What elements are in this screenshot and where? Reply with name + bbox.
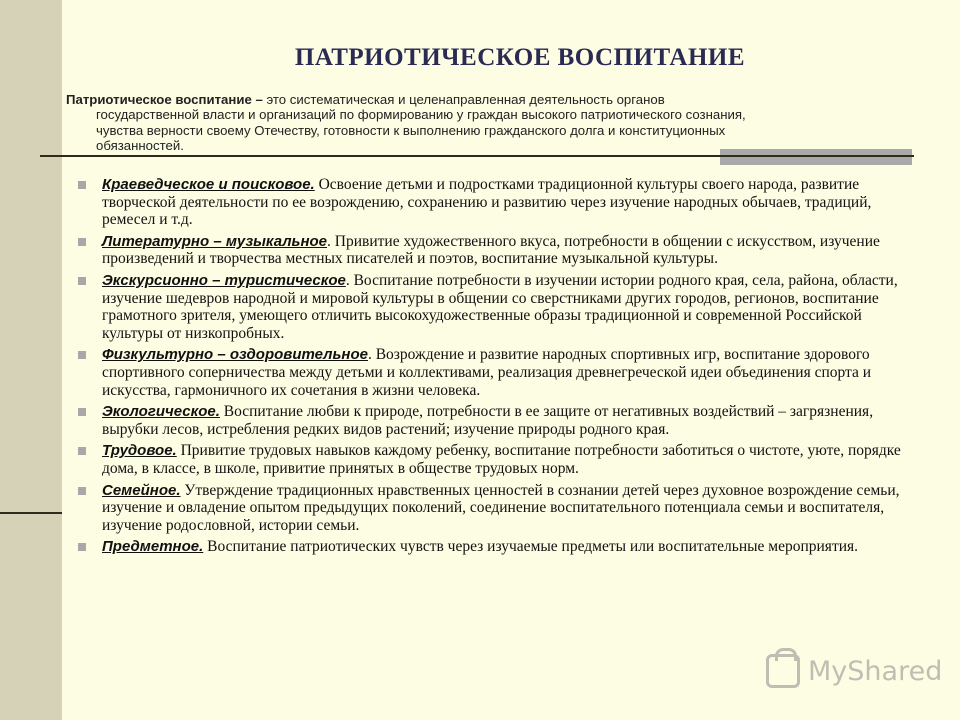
item-text: . Возрождение и развитие народных спортивных игр, воспитание здорового спортивного соперничества между детьми и коллективами, реализация древнегреческой идеи объединения спорта и искусства, гармоничного их сочетания в жизни человека. — [102, 346, 872, 399]
item-text: Воспитание патриотических чувств через изучаемые предметы или воспитательные мероприятия. — [203, 538, 859, 556]
item-heading: Экологическое. — [102, 403, 220, 421]
item-heading: Семейное. — [102, 481, 181, 499]
bullet-icon — [78, 277, 86, 285]
definition-block — [66, 92, 896, 154]
bag-icon — [766, 654, 800, 688]
bullet-icon — [78, 487, 86, 495]
bullet-icon — [78, 181, 86, 189]
page-title: ПАТРИОТИЧЕСКОЕ ВОСПИТАНИЕ — [294, 44, 746, 71]
left-sidebar-band — [0, 0, 62, 720]
list-item — [78, 272, 908, 342]
list-item — [78, 346, 908, 399]
item-text: Освоение детьми и подростками традиционной культуры своего народа, развитие творческой деятельности по ее возрождению, сохранению и развитию через изучение народных обычаев, традиций, ремесел и т.д. — [102, 176, 872, 229]
item-heading: Трудовое. — [102, 442, 177, 460]
directions-list — [78, 176, 908, 560]
definition-line-4: обязанностей. — [96, 138, 184, 154]
rule-accent-bar — [720, 149, 912, 165]
item-heading: Экскурсионно – туристическое — [102, 271, 346, 289]
item-text: . Привитие художественного вкуса, потребности в общении с искусством, изучение произведений и творчества местных писателей и поэтов, воспитание музыкальной культуры. — [102, 232, 880, 268]
item-heading: Краеведческое и поисковое. — [102, 176, 315, 193]
list-item — [78, 176, 908, 229]
item-text: Привитие трудовых навыков каждому ребенку, воспитание потребности заботиться о чистоте, уюте, порядке дома, в классе, в школе, привитие принятых в обществе трудовых норм. — [102, 442, 901, 477]
definition-line-1: это систематическая и целенаправленная деятельность органов — [262, 92, 665, 107]
item-text: Утверждение традиционных нравственных ценностей в сознании детей через духовное возрождение семьи, изучение и овладение опытом предыдущих поколений, соединение воспитательного потенциала семьи и воспитателя, изучение родословной, истории семьи. — [102, 481, 900, 534]
list-item — [78, 233, 908, 268]
bullet-icon — [78, 543, 86, 551]
definition-term: Патриотическое воспитание – — [66, 92, 263, 107]
definition-line-3: чувства верности своему Отечеству, готовности к выполнению гражданского долга и конституционных — [96, 122, 726, 138]
item-heading: Литературно – музыкальное — [102, 232, 328, 250]
bullet-icon — [78, 408, 86, 416]
watermark-text: MyShared — [808, 655, 943, 687]
list-item — [78, 482, 908, 535]
item-heading: Предметное. — [102, 538, 204, 556]
item-text: Воспитание любви к природе, потребности в ее защите от негативных воздействий – загрязнения, вырубки лесов, истребления редких видов растений; изучение природы родного края. — [102, 403, 874, 438]
bullet-icon — [78, 447, 86, 455]
item-text: . Воспитание потребности в изучении истории родного края, села, района, области, изучение шедевров народной и мировой культуры в общении со сверстниками других городов, регионов, воспитание грамотного зрителя, умеющего отличить высокохудожественные образы традиционной и современной Российской культуры от низкопробных. — [102, 271, 898, 342]
list-item — [78, 538, 908, 556]
sidebar-divider — [0, 512, 62, 514]
watermark-logo — [766, 654, 942, 688]
definition-first-line — [66, 92, 896, 107]
item-heading: Физкультурно – оздоровительное — [102, 346, 368, 364]
list-item — [78, 403, 908, 438]
definition-line-2: государственной власти и организаций по формированию у граждан высокого патриотического сознания, — [96, 107, 746, 123]
list-item — [78, 442, 908, 477]
bullet-icon — [78, 351, 86, 359]
bullet-icon — [78, 238, 86, 246]
